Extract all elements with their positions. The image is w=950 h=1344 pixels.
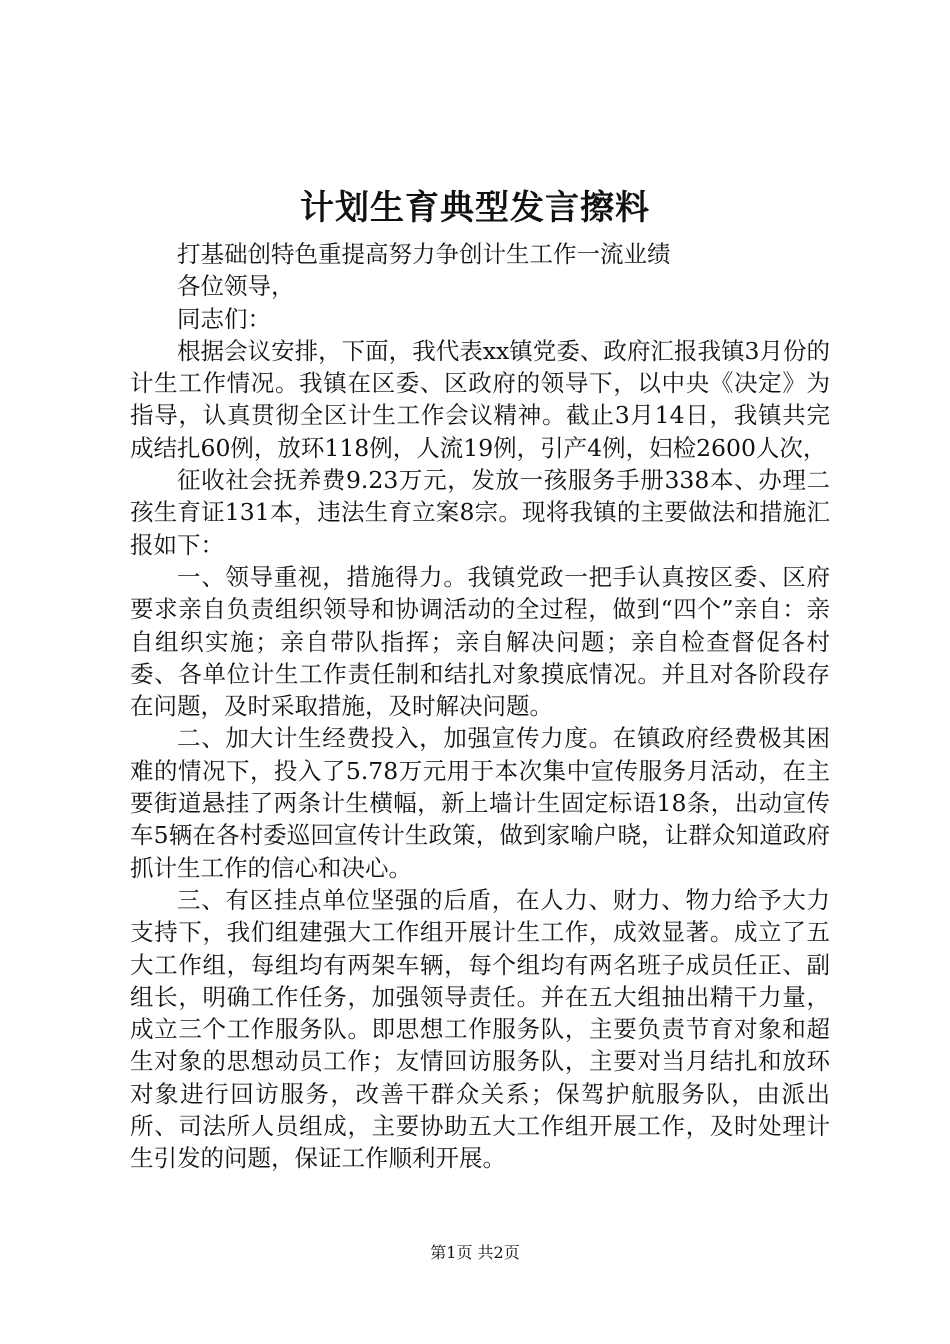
document-title: 计划生育典型发言擦料 bbox=[300, 188, 650, 228]
paragraph-salutation-comrades: 同志们： bbox=[177, 304, 271, 333]
paragraph-section-2: 二、加大计生经费投入，加强宣传力度。在镇政府经费极其困难的情况下，投入了5.78万元用于本次集中宣传服务月活动，在主要街道悬挂了两条计生横幅，新上墙计生固定标语18条，出动宣传车5辆在各村委巡回宣传计生政策，做到家喻户晓，让群众知道政府抓计生工作的信心和决心。 bbox=[130, 724, 830, 882]
paragraph-section-1: 一、领导重视，措施得力。我镇党政一把手认真按区委、区府要求亲自负责组织领导和协调活动的全过程，做到“四个”亲自：亲自组织实施；亲自带队指挥；亲自解决问题；亲自检查督促各村委、各单位计生工作责任制和结扎对象摸底情况。并且对各阶段存在问题，及时采取措施，及时解决问题。 bbox=[130, 562, 830, 721]
paragraph-subtitle: 打基础创特色重提高努力争创计生工作一流业绩 bbox=[177, 240, 671, 268]
document-body bbox=[130, 238, 830, 1175]
paragraph-statistics: 征收社会抚养费9.23万元，发放一孩服务手册338本、办理二孩生育证131本，违法生育立案8宗。现将我镇的主要做法和措施汇报如下： bbox=[130, 466, 830, 559]
paragraph-intro: 根据会议安排，下面，我代表xx镇党委、政府汇报我镇3月份的计生工作情况。我镇在区委、区政府的领导下，以中央《决定》为指导，认真贯彻全区计生工作会议精神。截止3月14日，我镇共完成结扎60例，放环118例，人流19例，引产4例，妇检2600人次， bbox=[130, 336, 830, 462]
paragraph-section-3: 三、有区挂点单位坚强的后盾，在人力、财力、物力给予大力支持下，我们组建强大工作组开展计生工作，成效显著。成立了五大工作组，每组均有两架车辆，每个组均有两名班子成员任正、副组长，明确工作任务，加强领导责任。并在五大组抽出精干力量，成立三个工作服务队。即思想工作服务队，主要负责节育对象和超生对象的思想动员工作；友情回访服务队，主要对当月结扎和放环对象进行回访服务，改善干群众关系；保驾护航服务队，由派出所、司法所人员组成，主要协助五大工作组开展工作，及时处理计生引发的问题，保证工作顺利开展。 bbox=[130, 885, 830, 1173]
paragraph-salutation-leaders: 各位领导， bbox=[177, 272, 295, 301]
page-number-footer: 第1页 共2页 bbox=[430, 1243, 520, 1262]
